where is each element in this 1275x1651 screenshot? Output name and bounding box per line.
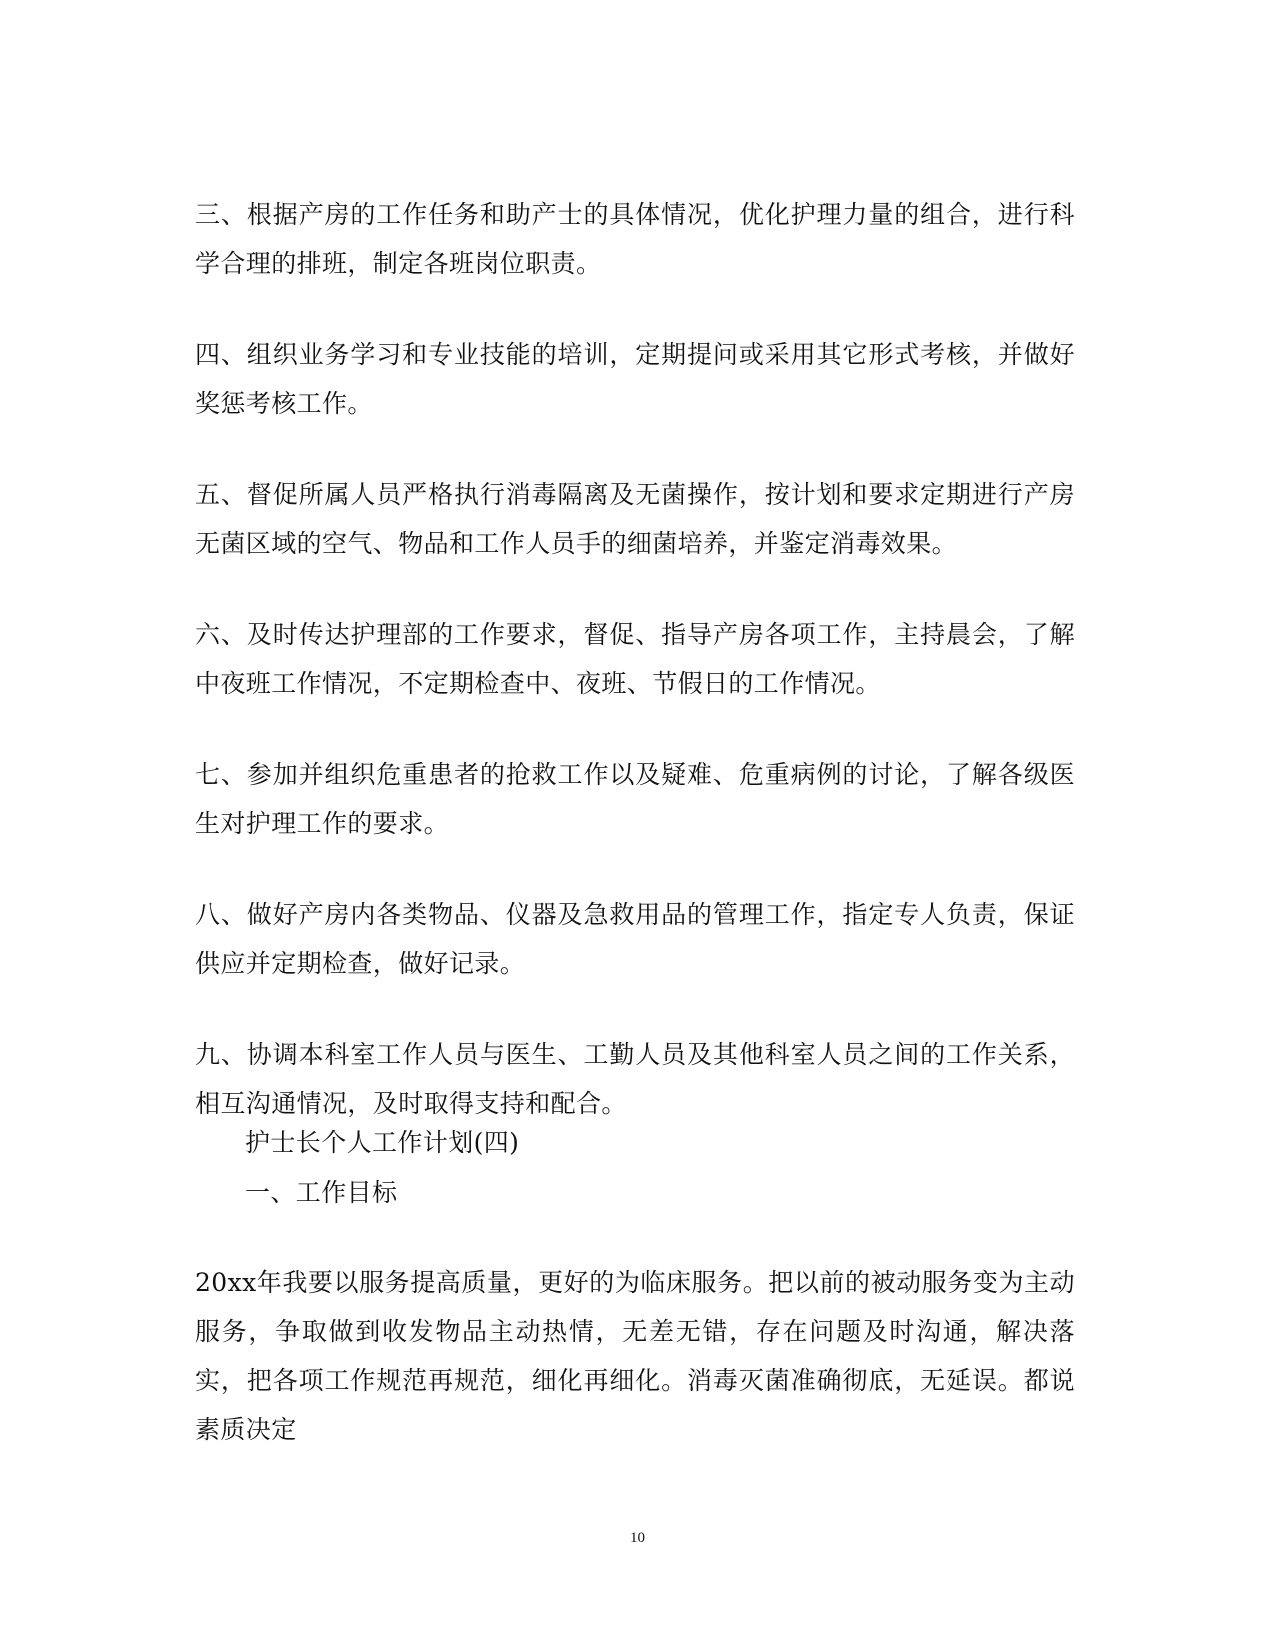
paragraph-nine: 九、协调本科室工作人员与医生、工勤人员及其他科室人员之间的工作关系，相互沟通情况，及时取得支持和配合。	[195, 1040, 1075, 1118]
closing-paragraph: 20xx年我要以服务提高质量，更好的为临床服务。把以前的被动服务变为主动服务，争取做到收发物品主动热情，无差无错，存在问题及时沟通，解决落实，把各项工作规范再规范，细化再细化。消毒灭菌准确彻底，无延误。都说素质决定	[195, 1268, 1075, 1444]
paragraph-six: 六、及时传达护理部的工作要求，督促、指导产房各项工作，主持晨会，了解中夜班工作情况，不定期检查中、夜班、节假日的工作情况。	[195, 620, 1075, 698]
paragraph-three: 三、根据产房的工作任务和助产士的具体情况，优化护理力量的组合，进行科学合理的排班，制定各班岗位职责。	[195, 200, 1075, 278]
paragraph-eight: 八、做好产房内各类物品、仪器及急救用品的管理工作，指定专人负责，保证供应并定期检查，做好记录。	[195, 900, 1075, 978]
subsection-title: 一、工作目标	[245, 1178, 398, 1207]
paragraph-seven: 七、参加并组织危重患者的抢救工作以及疑难、危重病例的讨论，了解各级医生对护理工作的要求。	[195, 760, 1075, 838]
paragraph-five: 五、督促所属人员严格执行消毒隔离及无菌操作，按计划和要求定期进行产房无菌区域的空气、物品和工作人员手的细菌培养，并鉴定消毒效果。	[195, 480, 1075, 558]
paragraph-four: 四、组织业务学习和专业技能的培训，定期提问或采用其它形式考核，并做好奖惩考核工作。	[195, 340, 1075, 418]
section-title: 护士长个人工作计划(四)	[245, 1128, 520, 1157]
page-number: 10	[630, 1530, 645, 1546]
